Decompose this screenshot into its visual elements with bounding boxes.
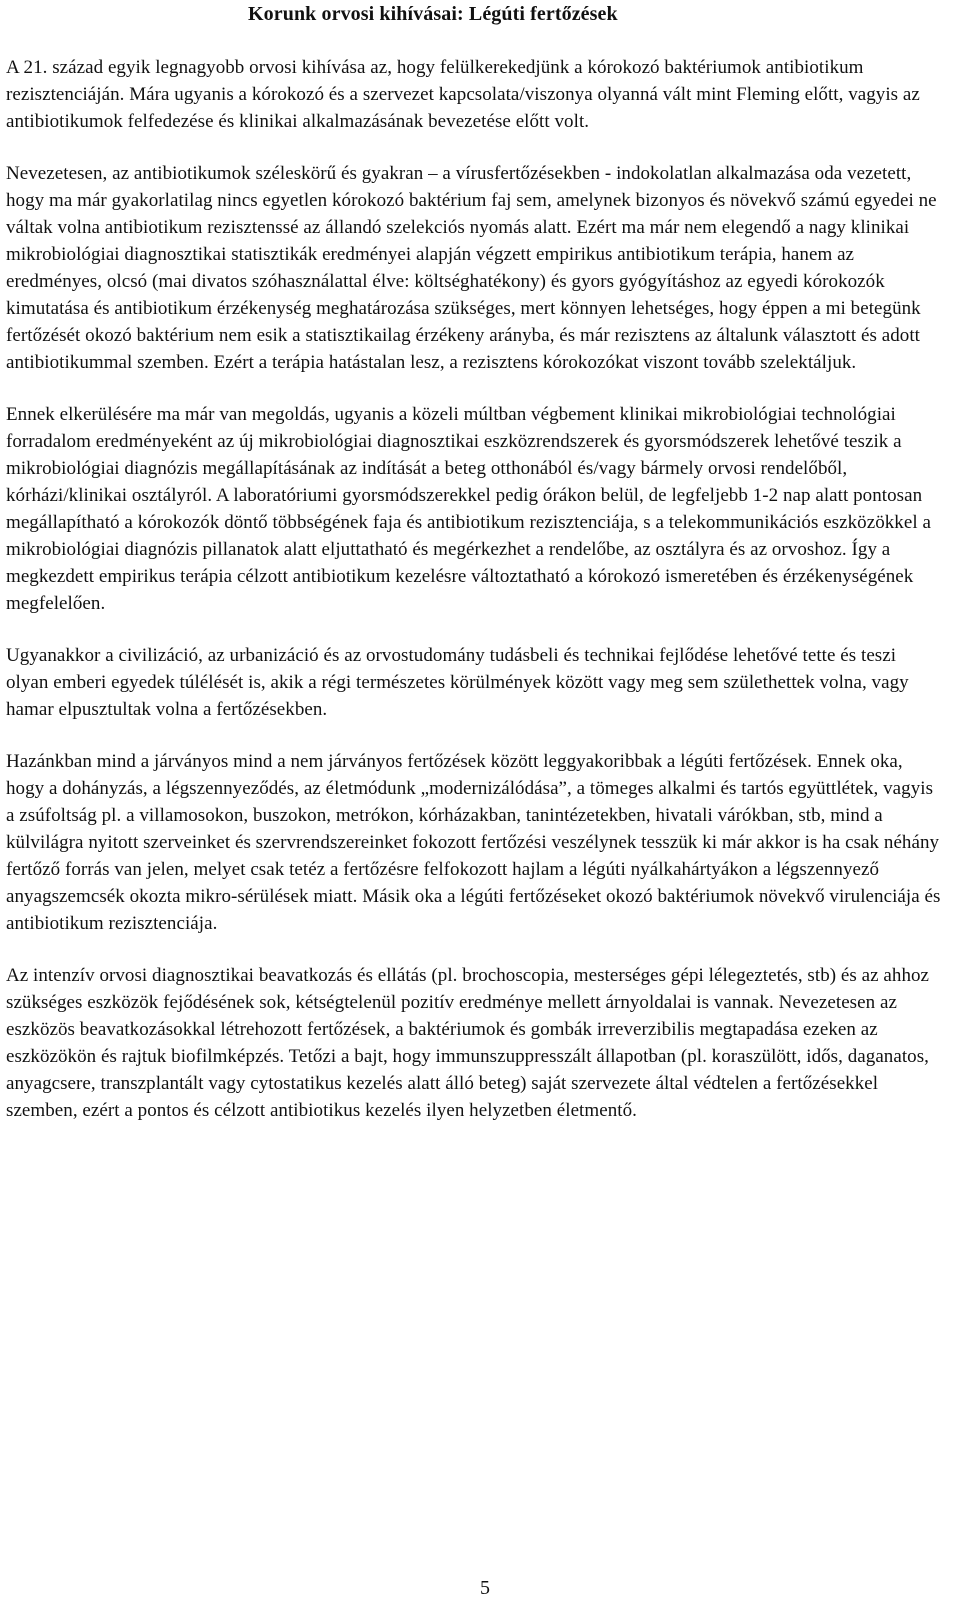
- page-number: 5: [480, 1577, 490, 1599]
- paragraph-respiratory-infections: Hazánkban mind a járványos mind a nem járványos fertőzések között leggyakoribbak a légúti fertőzések. Ennek oka, hogy a dohányzás, a légszennyeződés, az életmódunk „modernizálódása”, a tömeges alkalmi és tartós együttlétek, vagyis a zsúfoltság pl. a villamosokon, buszokon, metrókon, kórházakban, tanintézetekben, hivatali várókban, stb, mind a külvilágra nyitott szerveinket és szervrendszereinket fokozott fertőzési veszélynek tesszük ki már akkor is ha csak néhány fertőző forrás van jelen, melyet csak tetéz a fertőzésre felfokozott hajlam a légúti nyálkahártyákon a légszennyező anyagszemcsék okozta mikro-sérülések miatt. Másik oka a légúti fertőzéseket okozó baktériumok növekvő virulenciája és antibiotikum rezisztenciája.: [6, 751, 941, 934]
- paragraph-civilization: Ugyanakkor a civilizáció, az urbanizáció és az orvostudomány tudásbeli és technikai fejlődése lehetővé tette és teszi olyan emberi egyedek túlélését is, akik a régi természetes körülmények között vagy meg sem születhettek volna, vagy hamar elpusztultak volna a fertőzésekben.: [6, 645, 909, 720]
- document-page: [6, 0, 942, 1612]
- paragraph-intensive-care: Az intenzív orvosi diagnosztikai beavatkozás és ellátás (pl. brochoscopia, mesterséges gépi lélegeztetés, stb) és az ahhoz szükséges eszközök fejődésének sok, kétségtelenül pozitív eredménye mellett árnyoldalai is vannak. Nevezetesen az eszközös beavatkozásokkal létrehozott fertőzések, a baktériumok és gombák irreverzibilis megtapadása ezeken az eszközökön és rajtuk biofilmképzés. Tetőzi a bajt, hogy immunszuppresszált állapotban (pl. koraszülött, idős, daganatos, anyagcsere, transzplantált vagy cytostatikus kezelés alatt álló beteg) saját szervezete által védtelen a fertőzésekkel szemben, ezért a pontos és célzott antibiotikus kezelés ilyen helyzetben életmentő.: [6, 965, 930, 1121]
- page-title: Korunk orvosi kihívásai: Légúti fertőzések: [248, 3, 618, 25]
- paragraph-antibiotic-resistance: Nevezetesen, az antibiotikumok széleskörű és gyakran – a vírusfertőzésekben - indokolatlan alkalmazása oda vezetett, hogy ma már gyakorlatilag nincs egyetlen kórokozó baktérium faj sem, amelynek bizonyos és növekvő számú egyedei ne váltak volna antibiotikum rezisztenssé az állandó szelekciós nyomás alatt. Ezért ma már nem elegendő a nagy klinikai mikrobiológiai diagnosztikai statisztikák eredményei alapján végzett empirikus antibiotikum terápia, hanem az eredményes, olcsó (mai divatos szóhasználattal élve: költséghatékony) és gyors gyógyításhoz az egyedi kórokozók kimutatása és antibiotikum érzékenység meghatározása szükséges, mert könnyen lehetséges, hogy éppen a mi betegünk fertőzését okozó baktérium nem esik a statisztikailag érzékeny arányba, és már rezisztens az általunk választott és adott antibiotikummal szemben. Ezért a terápia hatástalan lesz, a rezisztens kórokozókat viszont tovább szelektáljuk.: [6, 163, 937, 373]
- paragraph-rapid-diagnostics: Ennek elkerülésére ma már van megoldás, ugyanis a közeli múltban végbement klinikai mikrobiológiai technológiai forradalom eredményeként az új mikrobiológiai diagnosztikai eszközrendszerek és gyorsmódszerek lehetővé teszik a mikrobiológiai diagnózis megállapításának az indítását a beteg otthonából és/vagy bármely orvosi rendelőből, kórházi/klinikai osztályról. A laboratóriumi gyorsmódszerekkel pedig órákon belül, de legfeljebb 1-2 nap alatt pontosan megállapítható a kórokozók döntő többségének faja és antibiotikum rezisztenciája, s a telekommunikációs eszközökkel a mikrobiológiai diagnózis pillanatok alatt eljuttatható és megérkezhet a rendelőbe, az osztályra és az orvoshoz. Így a megkezdett empirikus terápia célzott antibiotikum kezelésre változtatható a kórokozó ismeretében és érzékenységének megfelelően.: [6, 404, 931, 614]
- paragraph-intro: A 21. század egyik legnagyobb orvosi kihívása az, hogy felülkerekedjünk a kórokozó baktériumok antibiotikum rezisztenciáján. Mára ugyanis a kórokozó és a szervezet kapcsolata/viszonya olyanná vált mint Fleming előtt, vagyis az antibiotikumok felfedezése és klinikai alkalmazásának bevezetése előtt volt.: [6, 57, 920, 132]
